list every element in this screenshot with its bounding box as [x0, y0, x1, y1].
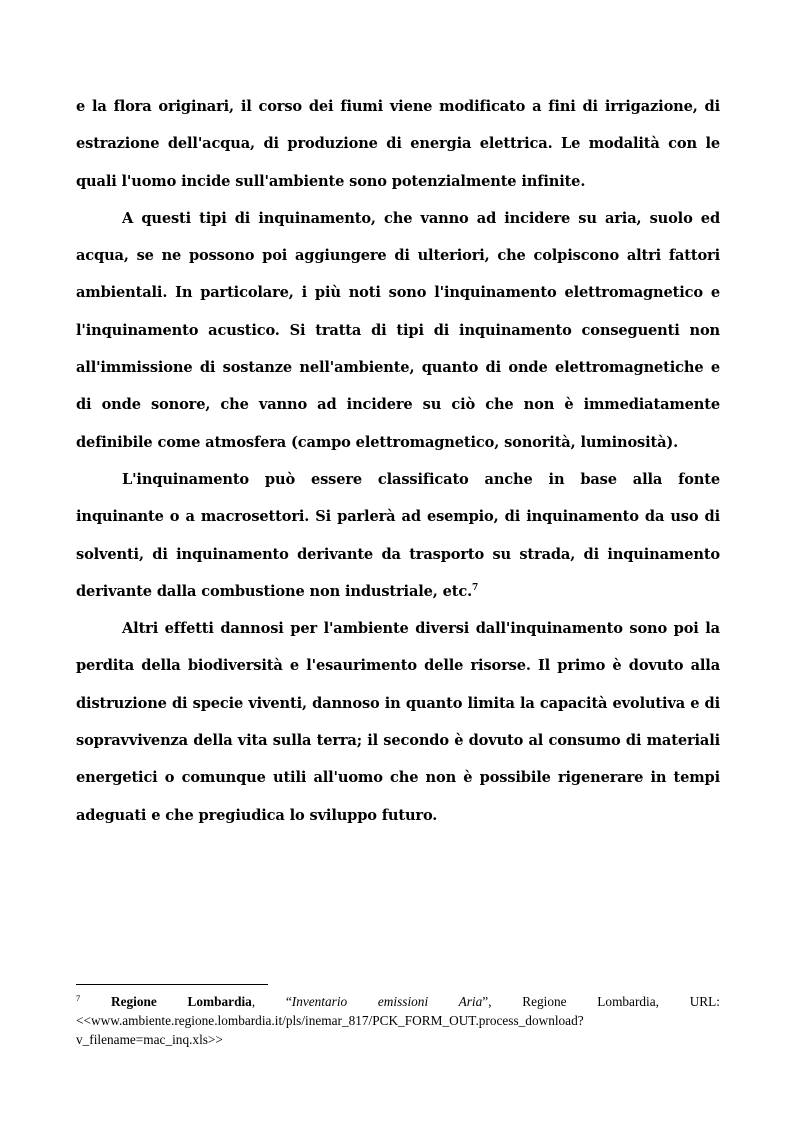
paragraph-2-text: A questi tipi di inquinamento, che vanno ad incidere su aria, suolo ed acqua, se ne possono poi aggiungere di ulteriori, che colpiscono altri fattori ambientali. In particolare, i più noti sono l'inquinamento elettromagnetico e l'inquinamento acustico. Si tratta di tipi di inquinamento conseguenti non all'immissione di sostanze nell'ambiente, quanto di onde elettromagnetiche e di onde sonore, che vanno ad incidere su ciò che non è immediatamente definibile come atmosfera (campo elettromagnetico, sonorità, luminosità). [76, 209, 720, 451]
footnote-reference[interactable]: 7 [472, 582, 479, 593]
footnote-title: Inventario emissioni Aria [291, 994, 483, 1009]
footnote-title-close-quote: ” [482, 994, 489, 1009]
paragraph-2 [76, 200, 720, 461]
footnote [76, 992, 720, 1049]
body-text [76, 88, 720, 834]
footnote-number: 7 [76, 993, 81, 1003]
paragraph-3 [76, 461, 720, 610]
footnote-separator [76, 984, 268, 985]
paragraph-1-text: e la flora originari, il corso dei fiumi viene modificato a fini di irrigazione, di estrazione dell'acqua, di produzione di energia elettrica. Le modalità con le quali l'uomo incide sull'ambiente sono potenzialmente infinite. [76, 98, 720, 190]
paragraph-4 [76, 610, 720, 834]
paragraph-4-text: Altri effetti dannosi per l'ambiente diversi dall'inquinamento sono poi la perdita della biodiversità e l'esaurimento delle risorse. Il primo è dovuto alla distruzione di specie viventi, dannoso in quanto limita la capacità evolutiva e di sopravvivenza della vita sulla terra; il secondo è dovuto al consumo di materiali energetici o comunque utili all'uomo che non è possibile rigenerare in tempi adeguati e che pregiudica lo sviluppo futuro. [76, 620, 720, 824]
footnote-author: Regione Lombardia [111, 994, 252, 1009]
paragraph-3-text: L'inquinamento può essere classificato anche in base alla fonte inquinante o a macrosettori. Si parlerà ad esempio, di inquinamento da uso di solventi, di inquinamento derivante da trasporto su strada, di inquinamento derivante dalla combustione non industriale, etc. [76, 470, 720, 600]
footnote-separator-text: , [251, 994, 286, 1009]
footnote-source-url[interactable]: , Regione Lombardia, URL: <<www.ambiente.regione.lombardia.it/pls/inemar_817/PCK_FORM_OUT.process_download?v_filename=mac_inq.xls>> [76, 994, 720, 1047]
paragraph-1 [76, 88, 720, 200]
footnote-title-open-quote: “ [285, 994, 292, 1009]
